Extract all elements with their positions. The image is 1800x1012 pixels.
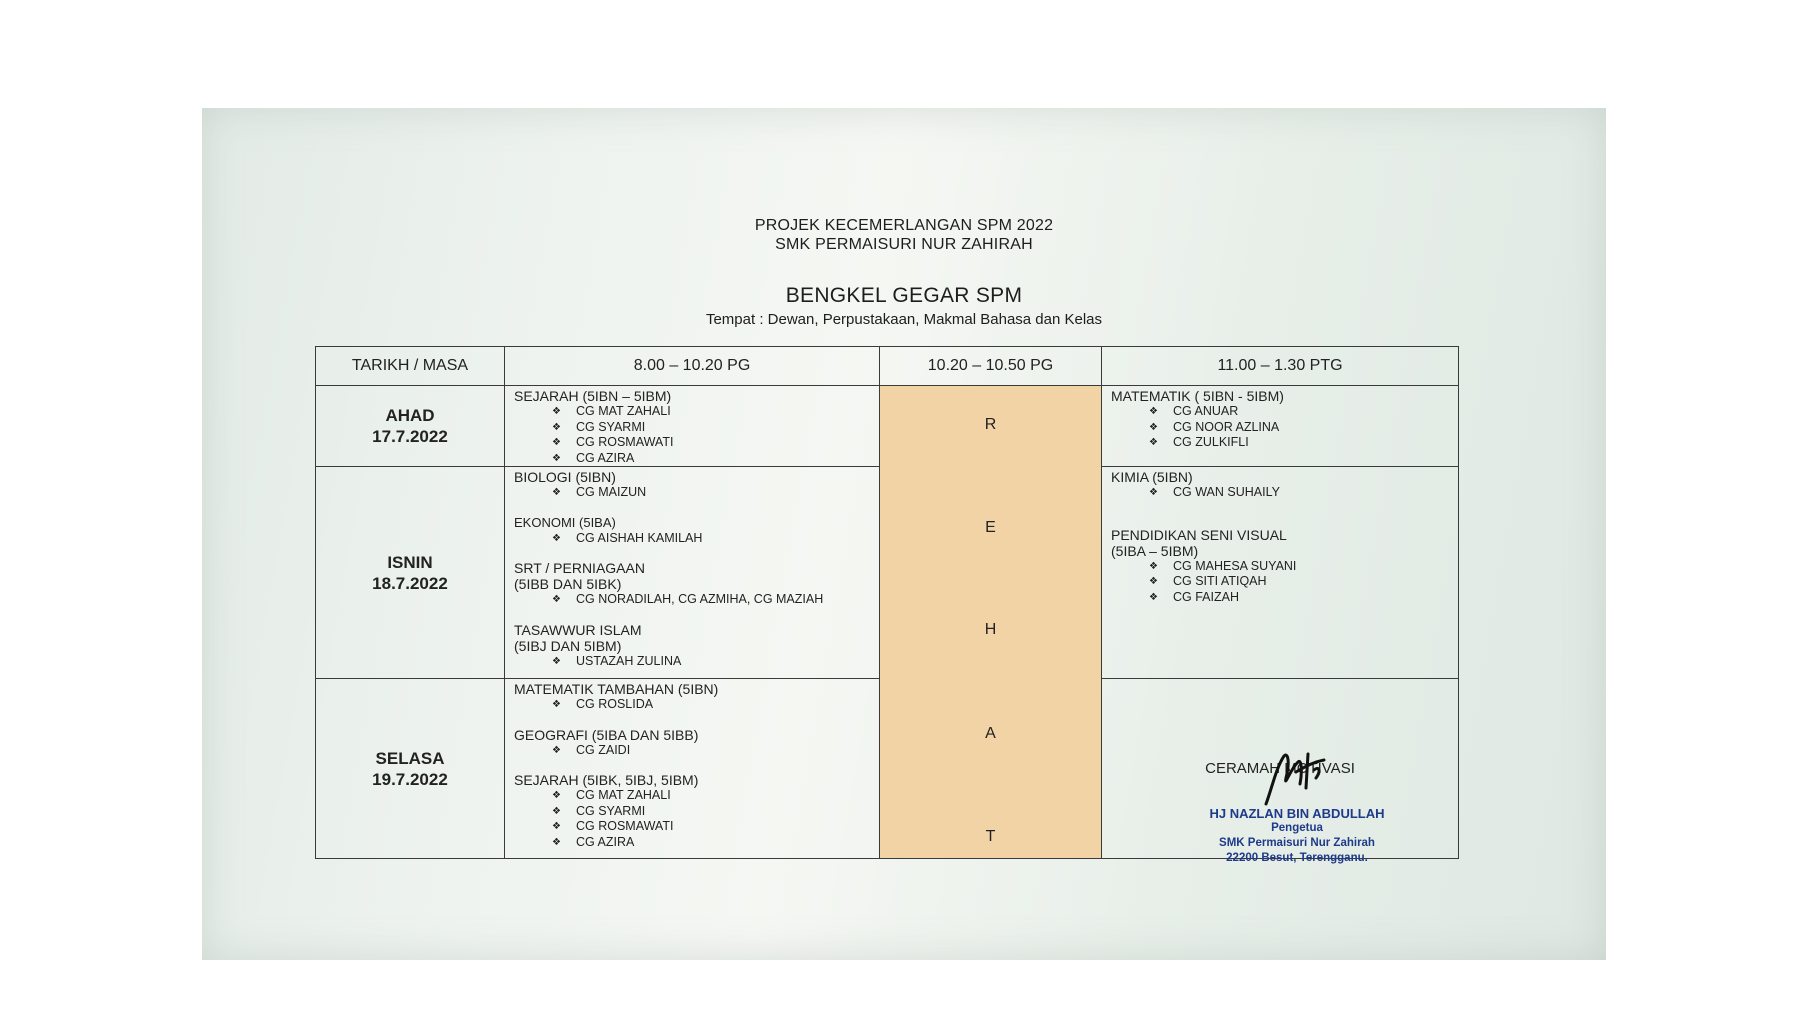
teacher-item: ❖ CG AISHAH KAMILAH xyxy=(552,531,871,547)
day-name: AHAD xyxy=(385,406,435,425)
break-letter: R xyxy=(984,416,997,433)
teacher-item: ❖ CG FAIZAH xyxy=(1149,590,1450,606)
column-header: 10.20 – 10.50 PG xyxy=(880,347,1102,386)
teacher-list xyxy=(1111,404,1450,451)
break-letter: H xyxy=(984,621,997,638)
teacher-list xyxy=(514,743,871,759)
day-date: 17.7.2022 xyxy=(372,427,448,446)
subject-label: SEJARAH (5IBN – 5IBM) xyxy=(514,388,672,404)
afternoon-session-cell xyxy=(1102,386,1459,467)
subject-label-classes: (5IBA – 5IBM) xyxy=(1111,542,1199,559)
break-column xyxy=(880,386,1102,859)
table-header-row xyxy=(316,347,1459,386)
subject-label: SRT / PERNIAGAAN xyxy=(514,560,645,576)
column-header: TARIKH / MASA xyxy=(316,347,505,386)
teacher-item: ❖ CG ZAIDI xyxy=(552,743,871,759)
signature-block xyxy=(1182,806,1412,866)
day-cell xyxy=(316,467,505,679)
teacher-item: ❖ CG MAIZUN xyxy=(552,485,871,501)
signatory-title: Pengetua xyxy=(1271,822,1323,834)
teacher-item: ❖ CG MAT ZAHALI xyxy=(552,404,871,420)
table-row xyxy=(316,386,1459,467)
subject-label: KIMIA (5IBN) xyxy=(1111,469,1193,485)
teacher-item: ❖ CG NOOR AZLINA xyxy=(1149,420,1450,436)
subject-label: BIOLOGI (5IBN) xyxy=(514,469,616,485)
document-header xyxy=(202,216,1606,254)
subject-label: EKONOMI (5IBA) xyxy=(514,514,616,530)
teacher-list xyxy=(1111,559,1450,606)
teacher-item: ❖ CG ROSMAWATI xyxy=(552,819,871,835)
subject-label-classes: (5IBB DAN 5IBK) xyxy=(514,576,622,592)
day-name: SELASA xyxy=(375,748,445,768)
subject-label: MATEMATIK ( 5IBN - 5IBM) xyxy=(1111,388,1284,404)
subject-label: MATEMATIK TAMBAHAN (5IBN) xyxy=(514,681,719,697)
subject-label: TASAWWUR ISLAM xyxy=(514,621,642,638)
project-title: PROJEK KECEMERLANGAN SPM 2022 xyxy=(754,217,1054,234)
subject-label: SEJARAH (5IBK, 5IBJ, 5IBM) xyxy=(514,772,699,788)
teacher-item: ❖ CG NORADILAH, CG AZMIHA, CG MAZIAH xyxy=(552,592,871,608)
venue-line: Tempat : Dewan, Perpustakaan, Makmal Bahasa dan Kelas xyxy=(705,311,1103,328)
column-header: 11.00 – 1.30 PTG xyxy=(1102,347,1459,386)
teacher-item: ❖ USTAZAH ZULINA xyxy=(552,654,871,670)
teacher-item: ❖ CG SITI ATIQAH xyxy=(1149,574,1450,590)
morning-session-cell xyxy=(505,679,880,859)
morning-session-cell xyxy=(505,467,880,679)
teacher-item: ❖ CG ZULKIFLI xyxy=(1149,435,1450,451)
break-letter: A xyxy=(985,725,996,742)
teacher-item: ❖ CG AZIRA xyxy=(552,451,871,467)
day-date: 19.7.2022 xyxy=(372,769,448,789)
teacher-item: ❖ CG MAHESA SUYANI xyxy=(1149,559,1450,575)
motivation-talk-label: CERAMAH MOTIVASI xyxy=(1205,760,1355,777)
signatory-name: HJ NAZLAN BIN ABDULLAH xyxy=(1209,806,1385,821)
teacher-list xyxy=(514,485,871,501)
signature-mark xyxy=(1262,748,1332,812)
teacher-item: ❖ CG WAN SUHAILY xyxy=(1149,485,1450,501)
teacher-item: ❖ CG ROSLIDA xyxy=(552,697,871,713)
signatory-school: SMK Permaisuri Nur Zahirah xyxy=(1219,837,1375,849)
school-name: SMK PERMAISURI NUR ZAHIRAH xyxy=(775,236,1033,253)
day-cell xyxy=(316,679,505,859)
teacher-list xyxy=(514,654,871,670)
teacher-item: ❖ CG AZIRA xyxy=(552,835,871,851)
subject-label: PENDIDIKAN SENI VISUAL xyxy=(1111,526,1287,543)
column-header: 8.00 – 10.20 PG xyxy=(505,347,880,386)
teacher-list xyxy=(1111,485,1450,501)
subject-label-classes: (5IBJ DAN 5IBM) xyxy=(514,637,622,654)
day-name: ISNIN xyxy=(387,552,433,572)
afternoon-session-cell xyxy=(1102,467,1459,679)
teacher-list xyxy=(514,697,871,713)
subject-label: GEOGRAFI (5IBA DAN 5IBB) xyxy=(514,726,699,743)
morning-session-cell xyxy=(505,386,880,467)
teacher-item: ❖ CG SYARMI xyxy=(552,420,871,436)
break-letter: E xyxy=(985,519,996,536)
day-date: 18.7.2022 xyxy=(372,573,448,593)
workshop-title: BENGKEL GEGAR SPM xyxy=(785,284,1023,307)
day-cell xyxy=(316,386,505,467)
teacher-list xyxy=(514,592,871,608)
teacher-list xyxy=(514,404,871,466)
teacher-item: ❖ CG MAT ZAHALI xyxy=(552,788,871,804)
teacher-item: ❖ CG ROSMAWATI xyxy=(552,435,871,451)
teacher-list xyxy=(514,788,871,850)
teacher-item: ❖ CG ANUAR xyxy=(1149,404,1450,420)
teacher-list xyxy=(514,531,871,547)
teacher-item: ❖ CG SYARMI xyxy=(552,804,871,820)
break-letter: T xyxy=(985,828,996,845)
signatory-address: 22200 Besut, Terengganu. xyxy=(1226,852,1368,864)
document-page xyxy=(202,108,1606,960)
